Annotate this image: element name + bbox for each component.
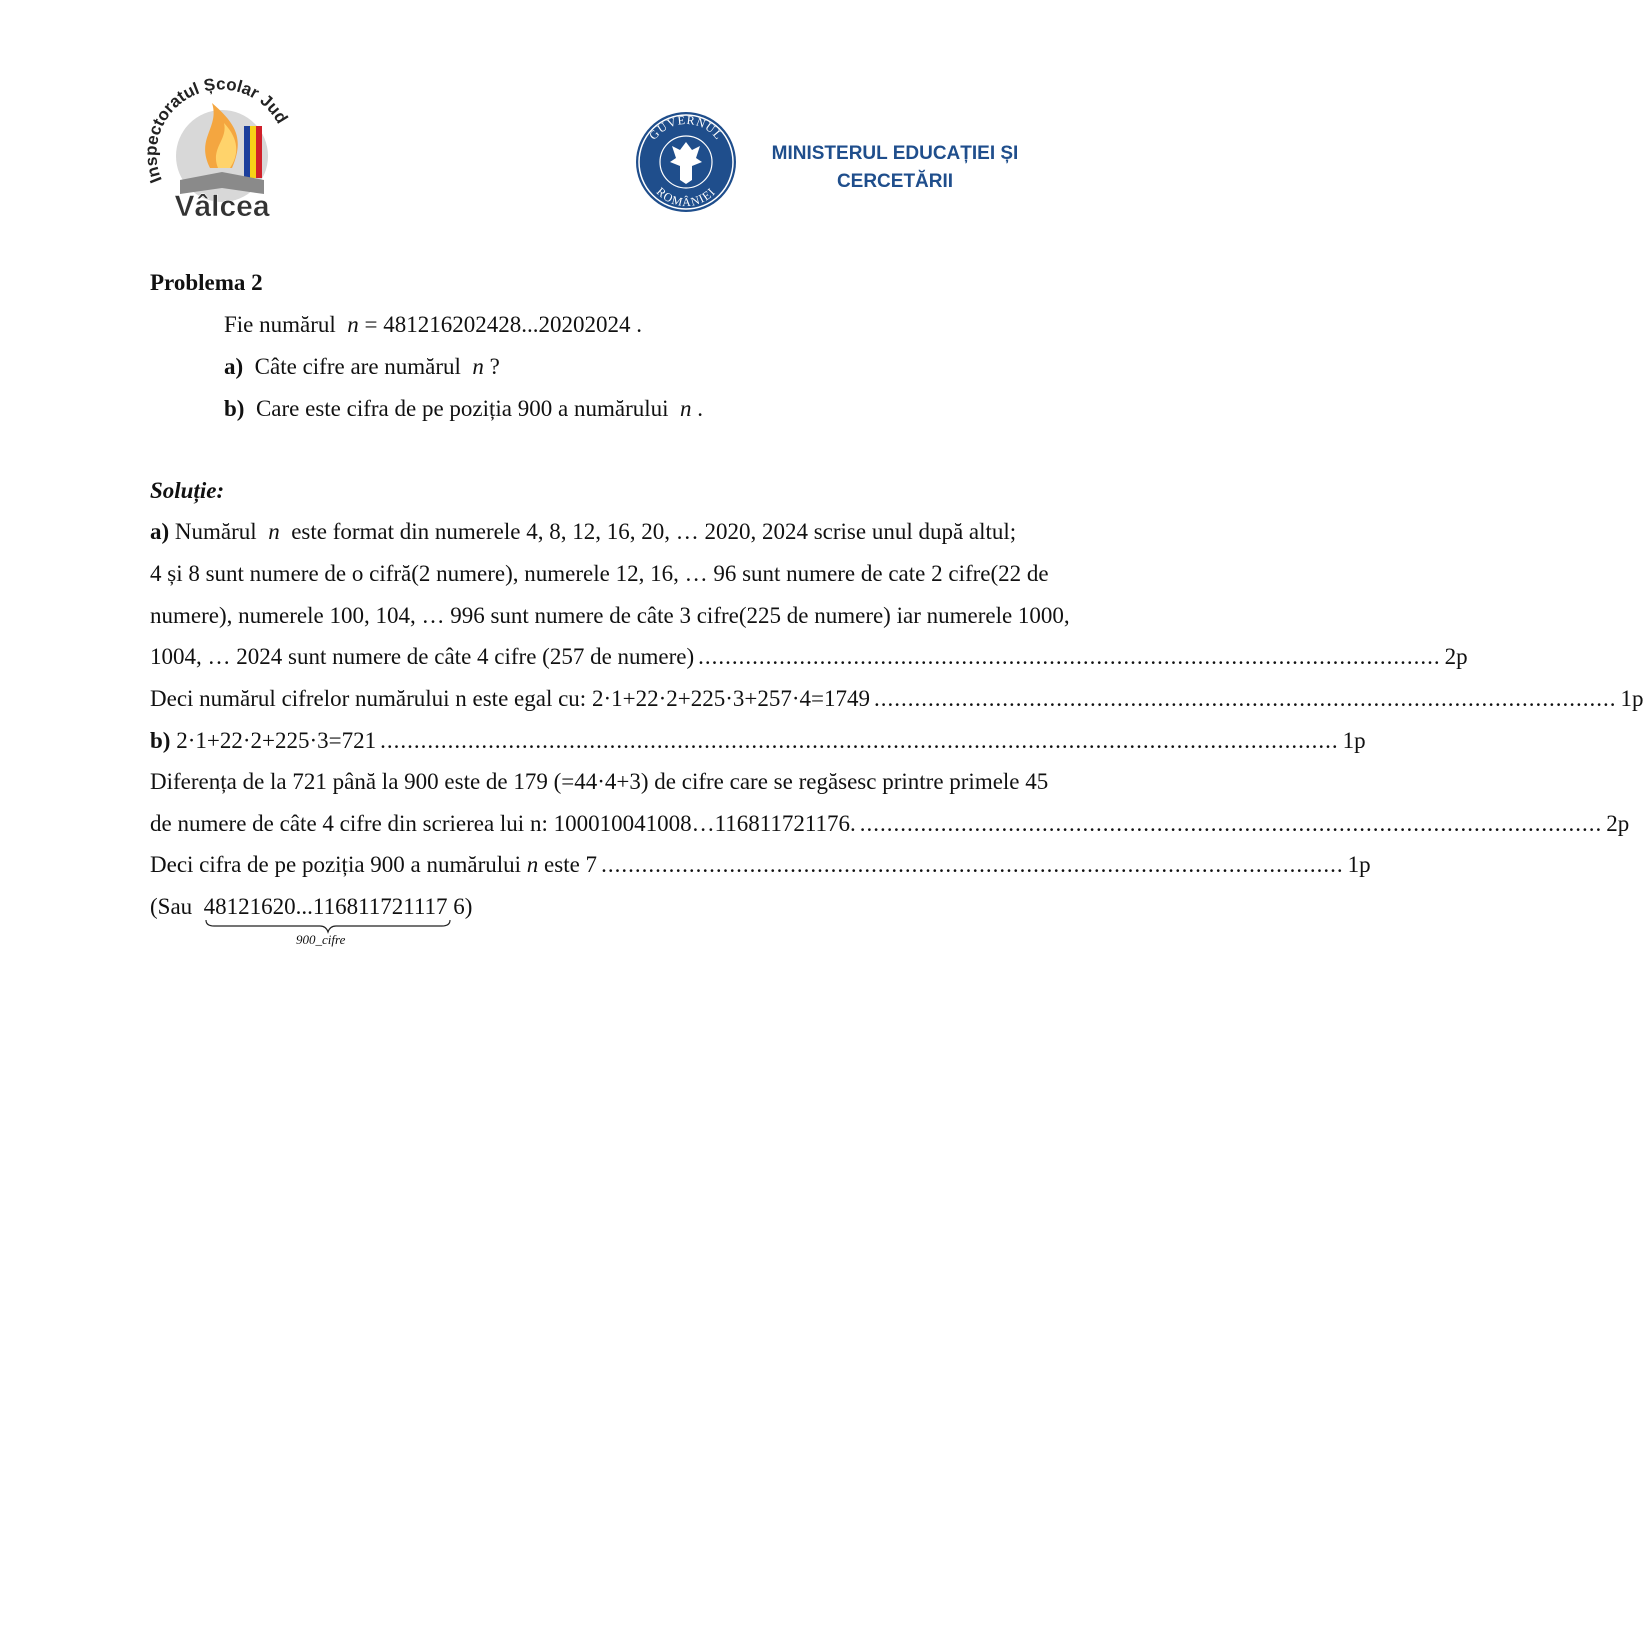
seal-top-text: GUVERNUL (646, 112, 727, 143)
seal-bottom-text: ROMÂNIEI (653, 184, 719, 210)
solution-line-9: Deci cifra de pe poziția 900 a numărului n este 7 .............................................................................................................. 1p (150, 850, 1125, 880)
problem-statement: Fie numărul n = 481216202428...20202024 . (224, 312, 643, 337)
problem-title: Problema 2 (150, 270, 263, 295)
solution-line-1: a) Numărul n este format din numerele 4, 8, 12, 16, 20, … 2020, 2024 scrise unul după altul; (150, 519, 1017, 544)
solution-line-10: (Sau 48121620...116811721117 6) (150, 894, 473, 919)
solution-title: Soluție: (150, 478, 225, 503)
solution-line-2: 4 și 8 sunt numere de o cifră(2 numere), numerele 12, 16, … 96 sunt numere de cate 2 cifre(22 de (150, 561, 1049, 586)
inspectorate-logo (140, 68, 300, 226)
logo-arc-text: Inspectoratul Școlar Jud (141, 74, 292, 186)
solution-line-7: Diferența de la 721 până la 900 este de 179 (=44·4+3) de cifre care se regăsesc printre primele 45 (150, 769, 1049, 794)
underbrace-label: 900_cifre (296, 932, 346, 947)
ministry-line-1: MINISTERUL EDUCAȚIEI ȘI (771, 143, 1019, 164)
underbraced-number: 48121620...116811721117 (203, 894, 448, 919)
logo-valcea-text: Vâlcea (174, 190, 270, 223)
points-2p-a: 2p (1444, 644, 1468, 669)
question-b: b) Care este cifra de pe poziția 900 a numărului n . (224, 396, 704, 421)
solution-line-4: 1004, … 2024 sunt numere de câte 4 cifre (257 de numere) .............................................................................................................. 2p (150, 642, 1135, 672)
solution-line-3: numere), numerele 100, 104, … 996 sunt numere de câte 3 cifre(225 de numere) iar numerele 1000, (150, 603, 1070, 628)
solution-line-8: de numere de câte 4 cifre din scrierea lui n: 100010041008…116811721176. .............................................................................................................. 2p (150, 809, 1095, 839)
ministry-line-2: CERCETĂRII (836, 171, 954, 192)
solution-line-5: Deci numărul cifrelor numărului n este egal cu: 2·1+22·2+225·3+257·4=1749 .............................................................................................................. 1p (150, 684, 1135, 714)
points-2p-b: 2p (1606, 811, 1630, 836)
ministry-name (760, 140, 1030, 196)
government-seal (634, 110, 738, 214)
points-1p-b: 1p (1342, 728, 1366, 753)
points-1p-a: 1p (1620, 686, 1643, 711)
points-1p-c: 1p (1347, 852, 1371, 877)
question-a: a) Câte cifre are numărul n ? (224, 354, 500, 379)
solution-line-6: b) 2·1+22·2+225·3=721 .............................................................................................................................................. 1p (150, 726, 1135, 756)
